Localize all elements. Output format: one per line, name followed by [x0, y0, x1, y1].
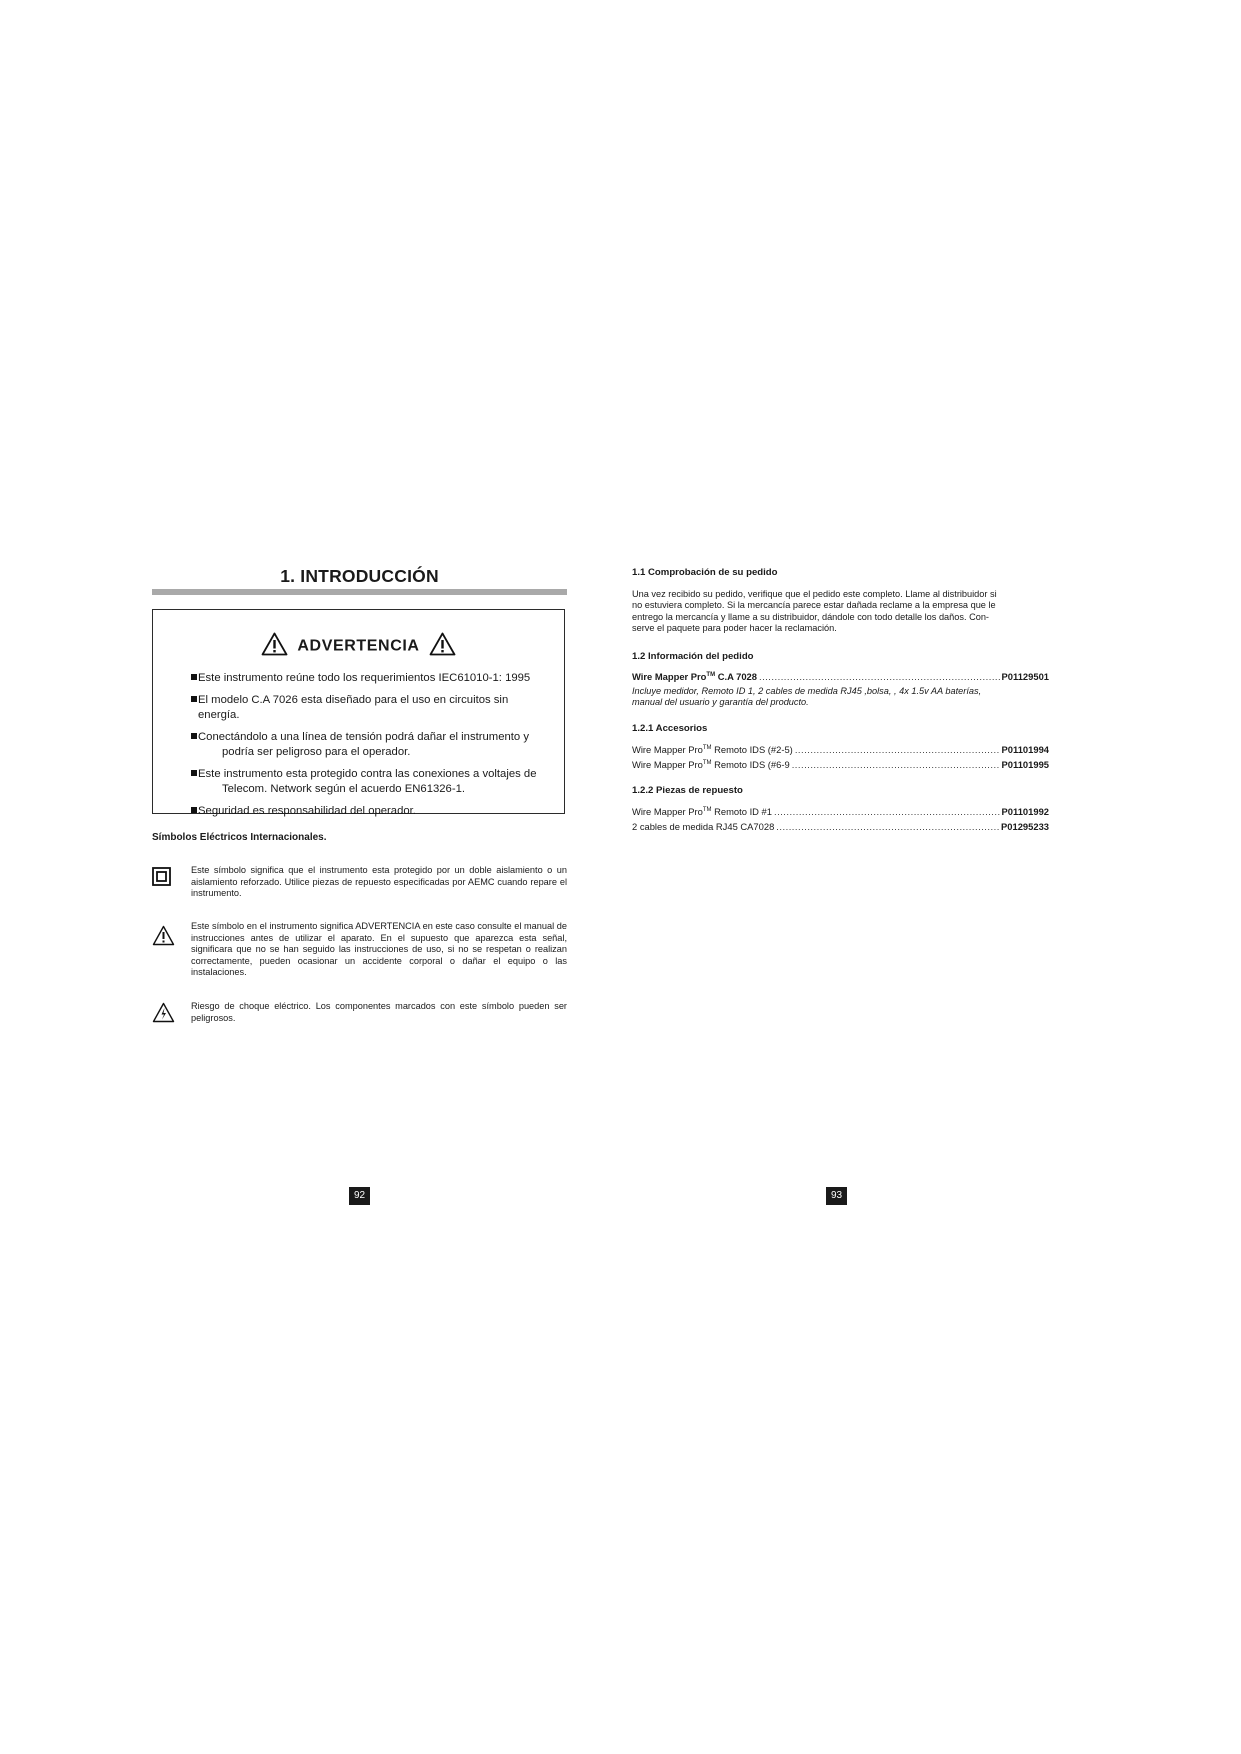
symbol-description: Este símbolo en el instrumento significa ADVERTENCIA en este caso consulte el manual de instrucciones antes de utilizar el aparato. En el supuesto que aparezca esta señal, significara que no se han seguido las instrucciones de uso, si no se respetan o realizan correctamente, pueden ocasionar un accidente corporal o dañar el equipo o las instalaciones. — [191, 921, 567, 978]
description-line: manual del usuario y garantía del producto. — [632, 697, 809, 708]
paragraph-line: Una vez recibido su pedido, verifique que el pedido este completo. Llame al distribuidor si — [632, 589, 997, 599]
item-name: Wire Mapper Pro™ C.A 7028 — [632, 671, 757, 682]
section-heading: 1.2 Información del pedido — [632, 651, 754, 662]
order-item-line — [632, 671, 1049, 682]
order-item-line — [632, 744, 1049, 755]
warning-label: ADVERTENCIA — [297, 637, 420, 655]
warning-list — [191, 671, 546, 825]
bullet-square-icon — [191, 770, 197, 776]
paragraph-line: serve el paquete para poder hacer la reclamación. — [632, 622, 837, 633]
paragraph-line: no estuviera completo. Si la mercancía parece estar dañada reclame a la empresa que le — [632, 600, 996, 611]
item-code: P01101994 — [1001, 744, 1049, 755]
dot-leader — [776, 821, 999, 832]
order-item-line — [632, 806, 1049, 817]
item-code: P01295233 — [1001, 821, 1049, 832]
description-line: Incluye medidor, Remoto ID 1, 2 cables de medida RJ45 ,bolsa, , 4x 1.5v AA baterías, — [632, 686, 982, 696]
warning-triangle-icon — [261, 632, 288, 661]
bullet-square-icon — [191, 733, 197, 739]
bullet-square-icon — [191, 696, 197, 702]
warning-item: Conectándolo a una línea de tensión podrá dañar el instrumento y podría ser peligroso para el operador. — [191, 730, 546, 761]
symbol-description: Este símbolo significa que el instrumento esta protegido por un doble aislamiento o un aislamiento reforzado. Utilice piezas de repuesto especificadas por AEMC cuando repare el instrumento. — [191, 865, 567, 899]
section-heading: 1.2.2 Piezas de repuesto — [632, 785, 743, 796]
order-item-line — [632, 821, 1049, 832]
item-code: P01129501 — [1001, 671, 1049, 682]
section-heading: 1.1 Comprobación de su pedido — [632, 567, 778, 578]
warning-heading — [153, 632, 564, 661]
symbols-heading: Símbolos Eléctricos Internacionales. — [152, 832, 327, 843]
chapter-title: 1. INTRODUCCIÓN — [280, 566, 439, 586]
bullet-square-icon — [191, 674, 197, 680]
item-name: Wire Mapper Pro™ Remoto IDS (#2-5) — [632, 744, 793, 755]
item-name: Wire Mapper Pro™ Remoto IDS (#6-9 — [632, 759, 790, 770]
warning-item: El modelo C.A 7026 esta diseñado para el uso en circuitos sin energía. — [191, 693, 546, 724]
section-paragraph — [632, 589, 1049, 634]
order-item-line — [632, 759, 1049, 770]
section-heading: 1.2.1 Accesorios — [632, 723, 708, 734]
page-number: 93 — [826, 1187, 847, 1205]
electric-shock-icon — [152, 1002, 175, 1028]
dot-leader — [774, 806, 1000, 817]
right-page — [632, 0, 1049, 1754]
warning-item: Este instrumento reúne todo los requerimientos IEC61010-1: 1995 — [191, 671, 546, 687]
paragraph-line: entrego la mercancía y llame a su distribuidor, dándole con todo detalle los daños. Con- — [632, 611, 989, 622]
bullet-square-icon — [191, 807, 197, 813]
item-code: P01101992 — [1001, 806, 1049, 817]
item-code: P01101995 — [1001, 759, 1049, 770]
warning-item: Seguridad es responsabilidad del operador. — [191, 804, 546, 820]
item-name: 2 cables de medida RJ45 CA7028 — [632, 821, 775, 832]
double-insulation-icon — [152, 867, 171, 891]
product-description — [632, 686, 1049, 709]
page-number: 92 — [349, 1187, 370, 1205]
dot-leader — [759, 671, 1000, 682]
warning-item: Este instrumento esta protegido contra las conexiones a voltajes de Telecom. Network según el acuerdo EN61326-1. — [191, 767, 546, 798]
dot-leader — [792, 759, 1000, 770]
title-underline — [152, 589, 567, 595]
warning-triangle-icon — [429, 632, 456, 661]
warning-triangle-icon — [152, 925, 175, 951]
dot-leader — [795, 744, 1000, 755]
warning-box — [152, 609, 565, 817]
left-page — [152, 0, 567, 1754]
symbol-description: Riesgo de choque eléctrico. Los componentes marcados con este símbolo pueden ser peligrosos. — [191, 1001, 567, 1023]
item-name: Wire Mapper Pro™ Remoto ID #1 — [632, 806, 772, 817]
